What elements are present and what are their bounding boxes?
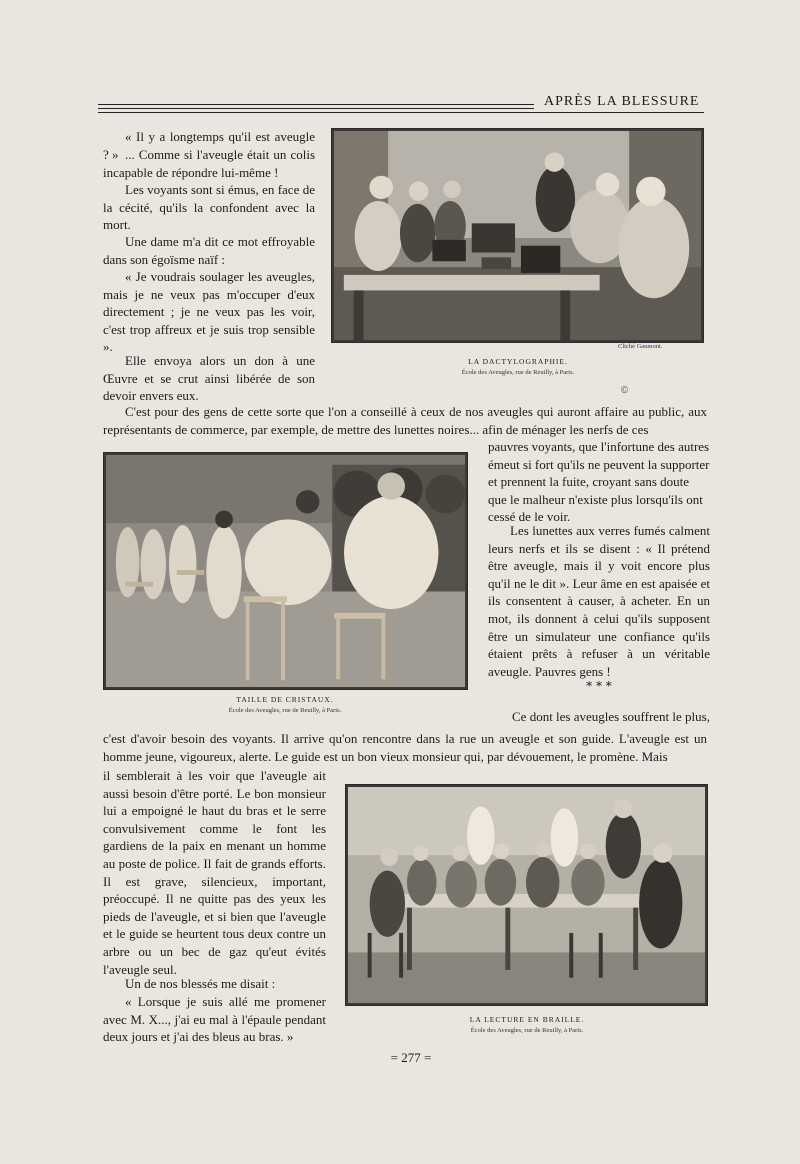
paragraph: « Lorsque je suis allé me promener avec M. X..., j'ai eu mal à l'épaule pendant deux jours et j'ai des bleus au bras. »	[103, 994, 326, 1045]
photo-dactylographie	[331, 128, 704, 343]
asterism: * * *	[586, 679, 612, 693]
paragraph: Les voyants sont si émus, en face de la cécité, qu'ils la confondent avec la mort.	[103, 182, 315, 233]
paragraph: Ce dont les aveugles souffrent le plus,	[512, 709, 710, 724]
header-rule-bottom	[98, 108, 534, 109]
printer-mark: ©	[620, 386, 629, 396]
caption-subtitle: École des Aveugles, rue de Reuilly, à Paris.	[470, 1027, 584, 1034]
photo-taille-de-cristaux	[103, 452, 468, 690]
paragraph: « Il y a longtemps qu'il est aveugle ? »	[103, 129, 315, 162]
caption-title: LA LECTURE EN BRAILLE.	[469, 1015, 585, 1024]
caption-title: TAILLE DE CRISTAUX.	[236, 695, 334, 704]
page-number: = 277 =	[390, 1050, 432, 1065]
paragraph: pauvres voyants, que l'infortune des autres émeut si fort qu'ils ne peuvent la supporter et prennent la fuite, croyant sans doute que le malheur n'existe plus lorsqu'ils ont cessé de le voir.	[488, 439, 710, 525]
paragraph: « Je voudrais soulager les aveugles, mais je ne veux pas m'occuper d'eux directement ; je ne veux pas les voir, c'est trop affreux et je suis trop sensible ».	[103, 269, 315, 355]
photo-dactylographie-image	[334, 131, 701, 340]
paragraph: Une dame m'a dit ce mot effroyable dans son égoïsme naïf :	[103, 234, 315, 267]
photo-lecture-en-braille-image	[348, 787, 705, 1003]
caption-title: LA DACTYLOGRAPHIE.	[468, 357, 568, 366]
paragraph: ... Comme si l'aveugle était un colis incapable de répondre lui-même !	[103, 147, 315, 180]
paragraph: Elle envoya alors un don à une Œuvre et se crut ainsi libérée de son devoir envers eux.	[103, 353, 315, 404]
photo-credit: Cliché Gaumont.	[618, 343, 663, 350]
running-head: APRÈS LA BLESSURE	[544, 94, 700, 109]
caption-subtitle: École des Aveugles, rue de Reuilly, à Paris.	[228, 707, 342, 714]
photo-lecture-en-braille	[345, 784, 708, 1006]
caption-subtitle: École des Aveugles, rue de Reuilly, à Paris.	[461, 369, 575, 376]
photo-taille-de-cristaux-image	[106, 455, 465, 687]
paragraph: il semblerait à les voir que l'aveugle ait aussi besoin d'être porté. Le bon monsieur lui a empoigné le haut du bras et le serre convulsivement comme le font les gardiens de la paix en menant un homme au poste de police. Il fait de grands efforts. Il est grave, silencieux, important, préoccupé. Il ne quitte pas des yeux les pieds de l'aveugle, et si bien que l'aveugle et le guide se heurtent tous deux contre un arbre ou un bec de gaz qu'eut évités l'aveugle seul.	[103, 768, 326, 977]
paragraph: C'est pour des gens de cette sorte que l'on a conseillé à ceux de nos aveugles qui auront affaire au public, aux représentants de commerce, par exemple, de mettre des lunettes noires... afin de ménager les nerfs de ces	[103, 404, 707, 437]
paragraph: Les lunettes aux verres fumés calment leurs nerfs et ils se disent : « Il prétend être aveugle, mais il y voit encore plus qu'il ne le dit ». Leur âme en est apaisée et ils consentent à causer, à acheter. En un mot, ils donnent à celui qu'ils supposent être un simulateur une confiance qu'ils étaient prêts à refuser à un véritable aveugle. Pauvres gens !	[488, 523, 710, 679]
caption-dactylographie	[418, 357, 618, 376]
caption-taille-de-cristaux	[185, 695, 385, 714]
header-rule-top	[98, 104, 534, 105]
paragraph: Un de nos blessés me disait :	[125, 976, 276, 991]
header-underline	[98, 112, 704, 113]
paragraph: c'est d'avoir besoin des voyants. Il arrive qu'on rencontre dans la rue un aveugle et son guide. L'aveugle est un homme jeune, vigoureux, alerte. Le guide est un bon vieux monsieur qui, par dévouement, le promène. Mais	[103, 731, 707, 764]
caption-lecture-en-braille	[427, 1015, 627, 1034]
